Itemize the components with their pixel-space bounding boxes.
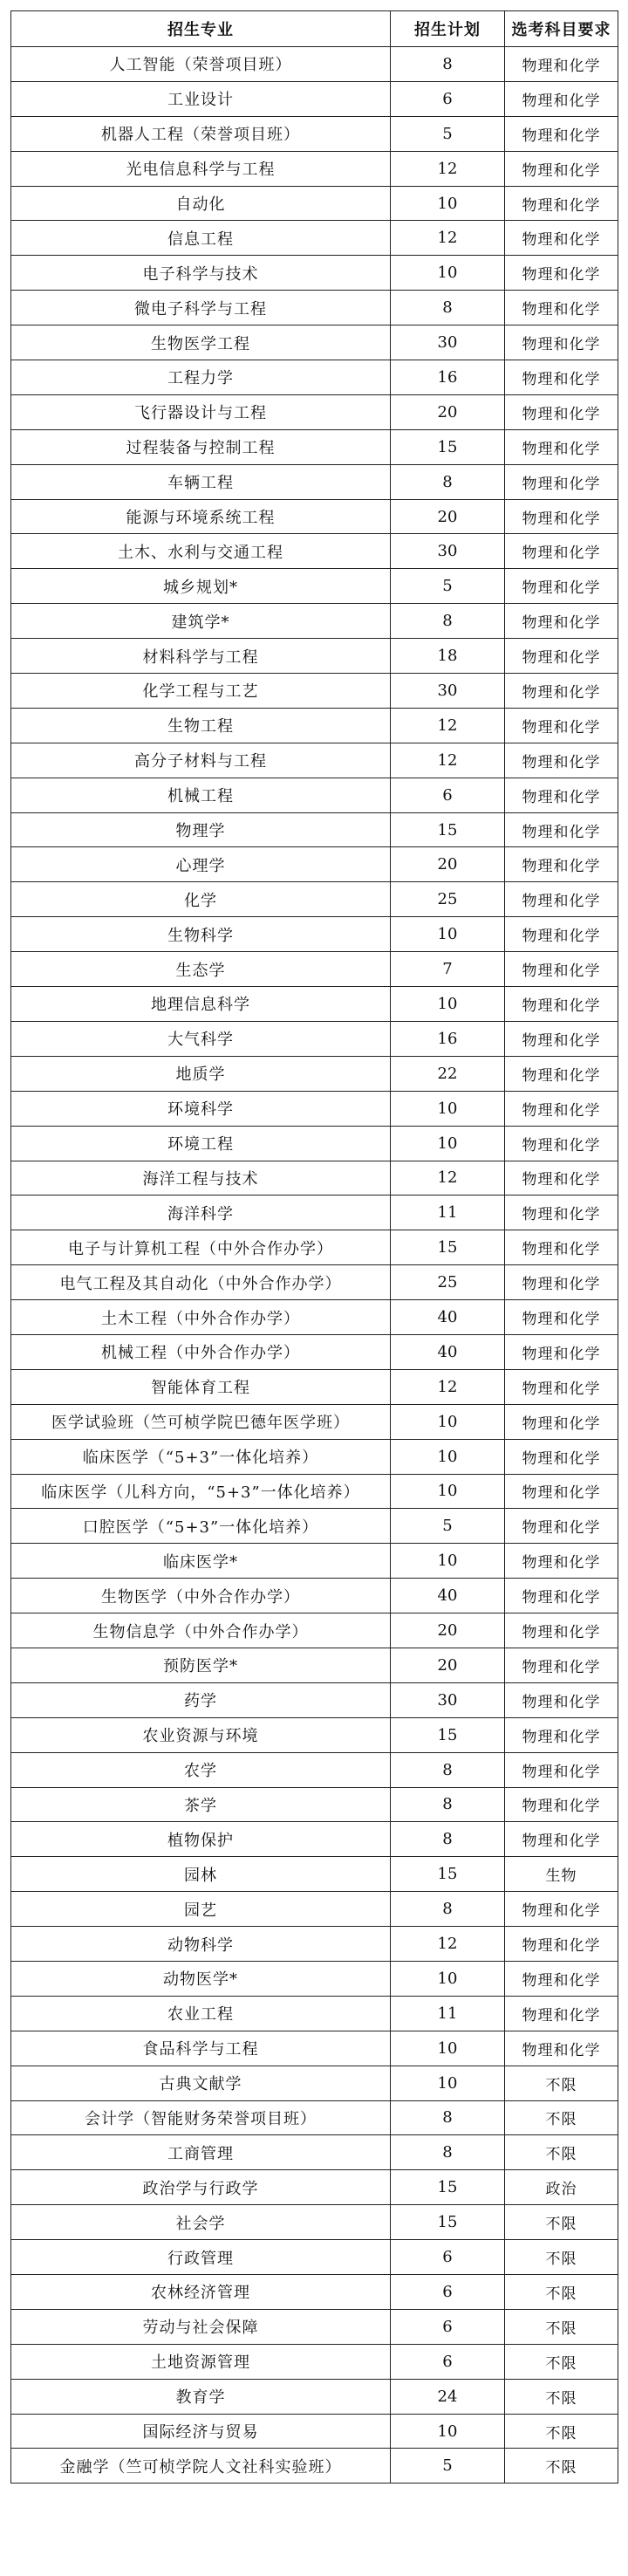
table-row [11, 394, 618, 429]
subject-requirement: 不限 [505, 2309, 618, 2344]
major-name: 过程装备与控制工程 [11, 429, 391, 464]
subject-requirement: 物理和化学 [505, 1892, 618, 1927]
subject-requirement: 政治 [505, 2170, 618, 2205]
major-name: 预防医学* [11, 1648, 391, 1682]
major-name: 食品科学与工程 [11, 2031, 391, 2066]
plan-count: 10 [391, 2066, 505, 2100]
major-name: 智能体育工程 [11, 1369, 391, 1404]
table-row [11, 1439, 618, 1474]
table-row [11, 47, 618, 82]
table-row [11, 1300, 618, 1335]
major-name: 临床医学（儿科方向，“5+3”一体化培养） [11, 1474, 391, 1509]
table-row [11, 1265, 618, 1300]
subject-requirement: 不限 [505, 2379, 618, 2414]
subject-requirement: 物理和化学 [505, 1544, 618, 1579]
table-row [11, 2344, 618, 2379]
subject-requirement: 物理和化学 [505, 1056, 618, 1091]
table-row [11, 1230, 618, 1265]
major-name: 生物科学 [11, 917, 391, 952]
major-name: 地质学 [11, 1056, 391, 1091]
major-name: 环境科学 [11, 1091, 391, 1126]
subject-requirement: 物理和化学 [505, 1196, 618, 1230]
major-name: 车辆工程 [11, 464, 391, 499]
table-row [11, 569, 618, 604]
subject-requirement: 不限 [505, 2240, 618, 2275]
table-row [11, 708, 618, 743]
subject-requirement: 物理和化学 [505, 1334, 618, 1369]
admission-plan-table [10, 10, 618, 2484]
major-name: 物理学 [11, 812, 391, 847]
plan-count: 25 [391, 882, 505, 917]
major-name: 金融学（竺可桢学院人文社科实验班） [11, 2449, 391, 2484]
major-name: 农林经济管理 [11, 2275, 391, 2310]
table-row [11, 2100, 618, 2135]
subject-requirement: 不限 [505, 2205, 618, 2240]
major-name: 环境工程 [11, 1126, 391, 1161]
table-row [11, 1091, 618, 1126]
subject-requirement: 物理和化学 [505, 116, 618, 151]
table-row [11, 1857, 618, 1892]
subject-requirement: 物理和化学 [505, 1648, 618, 1682]
major-name: 临床医学（“5+3”一体化培养） [11, 1439, 391, 1474]
subject-requirement: 物理和化学 [505, 1126, 618, 1161]
plan-count: 15 [391, 429, 505, 464]
plan-count: 6 [391, 2240, 505, 2275]
table-row [11, 2414, 618, 2449]
table-row [11, 1717, 618, 1752]
plan-count: 5 [391, 569, 505, 604]
major-name: 飞行器设计与工程 [11, 394, 391, 429]
subject-requirement: 物理和化学 [505, 847, 618, 882]
subject-requirement: 不限 [505, 2135, 618, 2170]
plan-count: 12 [391, 1161, 505, 1196]
subject-requirement: 不限 [505, 2275, 618, 2310]
plan-count: 30 [391, 534, 505, 569]
subject-requirement: 物理和化学 [505, 360, 618, 395]
plan-count: 10 [391, 1544, 505, 1579]
table-row [11, 778, 618, 812]
subject-requirement: 物理和化学 [505, 81, 618, 116]
subject-requirement: 不限 [505, 2414, 618, 2449]
plan-count: 20 [391, 1613, 505, 1648]
major-name: 电子科学与技术 [11, 256, 391, 291]
table-row [11, 987, 618, 1022]
subject-requirement: 物理和化学 [505, 1787, 618, 1822]
table-row [11, 1892, 618, 1927]
major-name: 农业工程 [11, 1996, 391, 2031]
major-name: 电子与计算机工程（中外合作办学） [11, 1230, 391, 1265]
subject-requirement: 物理和化学 [505, 1996, 618, 2031]
table-row [11, 2066, 618, 2100]
major-name: 生物信息学（中外合作办学） [11, 1613, 391, 1648]
plan-count: 7 [391, 952, 505, 987]
table-row [11, 1196, 618, 1230]
admission-plan-sheet [10, 10, 618, 2484]
major-name: 园艺 [11, 1892, 391, 1927]
major-name: 能源与环境系统工程 [11, 499, 391, 534]
table-row [11, 2379, 618, 2414]
major-name: 机械工程 [11, 778, 391, 812]
subject-requirement: 物理和化学 [505, 1509, 618, 1544]
table-row [11, 2449, 618, 2484]
major-name: 农学 [11, 1752, 391, 1787]
subject-requirement: 物理和化学 [505, 2031, 618, 2066]
major-name: 会计学（智能财务荣誉项目班） [11, 2100, 391, 2135]
subject-requirement: 物理和化学 [505, 812, 618, 847]
plan-count: 22 [391, 1056, 505, 1091]
table-row [11, 2309, 618, 2344]
plan-count: 10 [391, 1126, 505, 1161]
table-row [11, 2135, 618, 2170]
major-name: 国际经济与贸易 [11, 2414, 391, 2449]
subject-requirement: 物理和化学 [505, 674, 618, 709]
major-name: 自动化 [11, 186, 391, 221]
plan-count: 8 [391, 1787, 505, 1822]
major-name: 农业资源与环境 [11, 1717, 391, 1752]
plan-count: 20 [391, 1648, 505, 1682]
plan-count: 12 [391, 221, 505, 256]
major-name: 城乡规划* [11, 569, 391, 604]
major-name: 海洋工程与技术 [11, 1161, 391, 1196]
subject-requirement: 物理和化学 [505, 1927, 618, 1962]
plan-count: 6 [391, 2275, 505, 2310]
plan-count: 11 [391, 1196, 505, 1230]
subject-requirement: 物理和化学 [505, 1961, 618, 1996]
major-name: 机械工程（中外合作办学） [11, 1334, 391, 1369]
plan-count: 40 [391, 1579, 505, 1613]
subject-requirement: 物理和化学 [505, 499, 618, 534]
subject-requirement: 物理和化学 [505, 394, 618, 429]
table-row [11, 882, 618, 917]
subject-requirement: 物理和化学 [505, 1439, 618, 1474]
table-row [11, 1613, 618, 1648]
major-name: 古典文献学 [11, 2066, 391, 2100]
subject-requirement: 物理和化学 [505, 987, 618, 1022]
table-row [11, 674, 618, 709]
subject-requirement: 物理和化学 [505, 1091, 618, 1126]
plan-count: 10 [391, 256, 505, 291]
table-row [11, 1369, 618, 1404]
table-row [11, 639, 618, 674]
table-row [11, 429, 618, 464]
major-name: 临床医学* [11, 1544, 391, 1579]
table-row [11, 1822, 618, 1857]
major-name: 茶学 [11, 1787, 391, 1822]
subject-requirement: 物理和化学 [505, 1682, 618, 1717]
plan-count: 10 [391, 186, 505, 221]
subject-requirement: 物理和化学 [505, 639, 618, 674]
header-major: 招生专业 [11, 11, 391, 47]
table-row [11, 1787, 618, 1822]
subject-requirement: 物理和化学 [505, 186, 618, 221]
table-row [11, 291, 618, 325]
plan-count: 10 [391, 987, 505, 1022]
major-name: 劳动与社会保障 [11, 2309, 391, 2344]
plan-count: 12 [391, 1927, 505, 1962]
plan-count: 30 [391, 325, 505, 360]
subject-requirement: 不限 [505, 2449, 618, 2484]
major-name: 工业设计 [11, 81, 391, 116]
subject-requirement: 物理和化学 [505, 1230, 618, 1265]
table-row [11, 1334, 618, 1369]
major-name: 机器人工程（荣誉项目班） [11, 116, 391, 151]
plan-count: 12 [391, 708, 505, 743]
subject-requirement: 不限 [505, 2100, 618, 2135]
subject-requirement: 物理和化学 [505, 1404, 618, 1439]
table-row [11, 2240, 618, 2275]
major-name: 植物保护 [11, 1822, 391, 1857]
plan-count: 10 [391, 2031, 505, 2066]
plan-count: 6 [391, 81, 505, 116]
plan-count: 20 [391, 394, 505, 429]
plan-count: 25 [391, 1265, 505, 1300]
plan-count: 6 [391, 778, 505, 812]
table-row [11, 1161, 618, 1196]
major-name: 动物医学* [11, 1961, 391, 1996]
plan-count: 15 [391, 2205, 505, 2240]
table-row [11, 1927, 618, 1962]
subject-requirement: 生物 [505, 1857, 618, 1892]
plan-count: 16 [391, 360, 505, 395]
table-row [11, 325, 618, 360]
table-row [11, 2170, 618, 2205]
plan-count: 15 [391, 1717, 505, 1752]
plan-count: 6 [391, 2309, 505, 2344]
major-name: 土木工程（中外合作办学） [11, 1300, 391, 1335]
subject-requirement: 不限 [505, 2344, 618, 2379]
table-row [11, 221, 618, 256]
major-name: 高分子材料与工程 [11, 743, 391, 778]
subject-requirement: 物理和化学 [505, 534, 618, 569]
major-name: 光电信息科学与工程 [11, 151, 391, 186]
plan-count: 5 [391, 2449, 505, 2484]
plan-count: 5 [391, 1509, 505, 1544]
major-name: 地理信息科学 [11, 987, 391, 1022]
plan-count: 10 [391, 1091, 505, 1126]
major-name: 生物医学（中外合作办学） [11, 1579, 391, 1613]
major-name: 材料科学与工程 [11, 639, 391, 674]
subject-requirement: 物理和化学 [505, 1474, 618, 1509]
table-row [11, 952, 618, 987]
subject-requirement: 物理和化学 [505, 604, 618, 639]
plan-count: 8 [391, 1822, 505, 1857]
table-row [11, 1126, 618, 1161]
plan-count: 6 [391, 2344, 505, 2379]
table-row [11, 1682, 618, 1717]
subject-requirement: 物理和化学 [505, 256, 618, 291]
table-row [11, 847, 618, 882]
plan-count: 8 [391, 47, 505, 82]
table-row [11, 1961, 618, 1996]
subject-requirement: 不限 [505, 2066, 618, 2100]
major-name: 化学 [11, 882, 391, 917]
table-row [11, 1752, 618, 1787]
table-row [11, 464, 618, 499]
major-name: 化学工程与工艺 [11, 674, 391, 709]
plan-count: 40 [391, 1334, 505, 1369]
plan-count: 12 [391, 151, 505, 186]
plan-count: 30 [391, 1682, 505, 1717]
plan-count: 15 [391, 812, 505, 847]
plan-count: 8 [391, 604, 505, 639]
plan-count: 8 [391, 1752, 505, 1787]
header-plan: 招生计划 [391, 11, 505, 47]
major-name: 心理学 [11, 847, 391, 882]
subject-requirement: 物理和化学 [505, 952, 618, 987]
major-name: 大气科学 [11, 1021, 391, 1056]
major-name: 土木、水利与交通工程 [11, 534, 391, 569]
table-body [11, 47, 618, 2484]
major-name: 工商管理 [11, 2135, 391, 2170]
table-row [11, 499, 618, 534]
plan-count: 40 [391, 1300, 505, 1335]
subject-requirement: 物理和化学 [505, 917, 618, 952]
subject-requirement: 物理和化学 [505, 1300, 618, 1335]
table-row [11, 1544, 618, 1579]
subject-requirement: 物理和化学 [505, 464, 618, 499]
plan-count: 10 [391, 1404, 505, 1439]
plan-count: 10 [391, 1474, 505, 1509]
table-row [11, 1404, 618, 1439]
major-name: 行政管理 [11, 2240, 391, 2275]
plan-count: 20 [391, 847, 505, 882]
table-row [11, 1056, 618, 1091]
table-row [11, 534, 618, 569]
subject-requirement: 物理和化学 [505, 325, 618, 360]
plan-count: 10 [391, 917, 505, 952]
table-row [11, 917, 618, 952]
major-name: 园林 [11, 1857, 391, 1892]
plan-count: 16 [391, 1021, 505, 1056]
plan-count: 11 [391, 1996, 505, 2031]
subject-requirement: 物理和化学 [505, 291, 618, 325]
plan-count: 5 [391, 116, 505, 151]
subject-requirement: 物理和化学 [505, 1021, 618, 1056]
plan-count: 10 [391, 1961, 505, 1996]
major-name: 土地资源管理 [11, 2344, 391, 2379]
subject-requirement: 物理和化学 [505, 708, 618, 743]
plan-count: 30 [391, 674, 505, 709]
table-row [11, 743, 618, 778]
plan-count: 8 [391, 464, 505, 499]
major-name: 医学试验班（竺可桢学院巴德年医学班） [11, 1404, 391, 1439]
plan-count: 18 [391, 639, 505, 674]
subject-requirement: 物理和化学 [505, 1265, 618, 1300]
major-name: 信息工程 [11, 221, 391, 256]
table-row [11, 2031, 618, 2066]
subject-requirement: 物理和化学 [505, 1717, 618, 1752]
major-name: 海洋科学 [11, 1196, 391, 1230]
plan-count: 12 [391, 743, 505, 778]
subject-requirement: 物理和化学 [505, 743, 618, 778]
table-row [11, 604, 618, 639]
plan-count: 10 [391, 1439, 505, 1474]
table-header [11, 11, 618, 47]
plan-count: 12 [391, 1369, 505, 1404]
subject-requirement: 物理和化学 [505, 151, 618, 186]
major-name: 社会学 [11, 2205, 391, 2240]
subject-requirement: 物理和化学 [505, 1161, 618, 1196]
plan-count: 8 [391, 291, 505, 325]
subject-requirement: 物理和化学 [505, 221, 618, 256]
subject-requirement: 物理和化学 [505, 882, 618, 917]
table-row [11, 151, 618, 186]
subject-requirement: 物理和化学 [505, 1752, 618, 1787]
table-row [11, 1648, 618, 1682]
subject-requirement: 物理和化学 [505, 1579, 618, 1613]
table-row [11, 1579, 618, 1613]
plan-count: 8 [391, 1892, 505, 1927]
subject-requirement: 物理和化学 [505, 1613, 618, 1648]
subject-requirement: 物理和化学 [505, 429, 618, 464]
table-row [11, 256, 618, 291]
major-name: 教育学 [11, 2379, 391, 2414]
table-row [11, 81, 618, 116]
major-name: 政治学与行政学 [11, 2170, 391, 2205]
plan-count: 15 [391, 1857, 505, 1892]
plan-count: 15 [391, 1230, 505, 1265]
table-row [11, 186, 618, 221]
major-name: 工程力学 [11, 360, 391, 395]
subject-requirement: 物理和化学 [505, 47, 618, 82]
plan-count: 10 [391, 2414, 505, 2449]
table-row [11, 2205, 618, 2240]
plan-count: 8 [391, 2100, 505, 2135]
subject-requirement: 物理和化学 [505, 778, 618, 812]
plan-count: 24 [391, 2379, 505, 2414]
plan-count: 8 [391, 2135, 505, 2170]
header-subject-requirement: 选考科目要求 [505, 11, 618, 47]
major-name: 口腔医学（“5+3”一体化培养） [11, 1509, 391, 1544]
major-name: 生物医学工程 [11, 325, 391, 360]
table-row [11, 360, 618, 395]
table-row [11, 1509, 618, 1544]
major-name: 建筑学* [11, 604, 391, 639]
table-row [11, 1021, 618, 1056]
table-row [11, 1996, 618, 2031]
major-name: 微电子科学与工程 [11, 291, 391, 325]
subject-requirement: 物理和化学 [505, 1822, 618, 1857]
table-row [11, 2275, 618, 2310]
plan-count: 15 [391, 2170, 505, 2205]
table-row [11, 1474, 618, 1509]
major-name: 动物科学 [11, 1927, 391, 1962]
subject-requirement: 物理和化学 [505, 1369, 618, 1404]
plan-count: 20 [391, 499, 505, 534]
table-row [11, 812, 618, 847]
major-name: 人工智能（荣誉项目班） [11, 47, 391, 82]
major-name: 药学 [11, 1682, 391, 1717]
header-row [11, 11, 618, 47]
subject-requirement: 物理和化学 [505, 569, 618, 604]
major-name: 生态学 [11, 952, 391, 987]
major-name: 生物工程 [11, 708, 391, 743]
table-row [11, 116, 618, 151]
major-name: 电气工程及其自动化（中外合作办学） [11, 1265, 391, 1300]
